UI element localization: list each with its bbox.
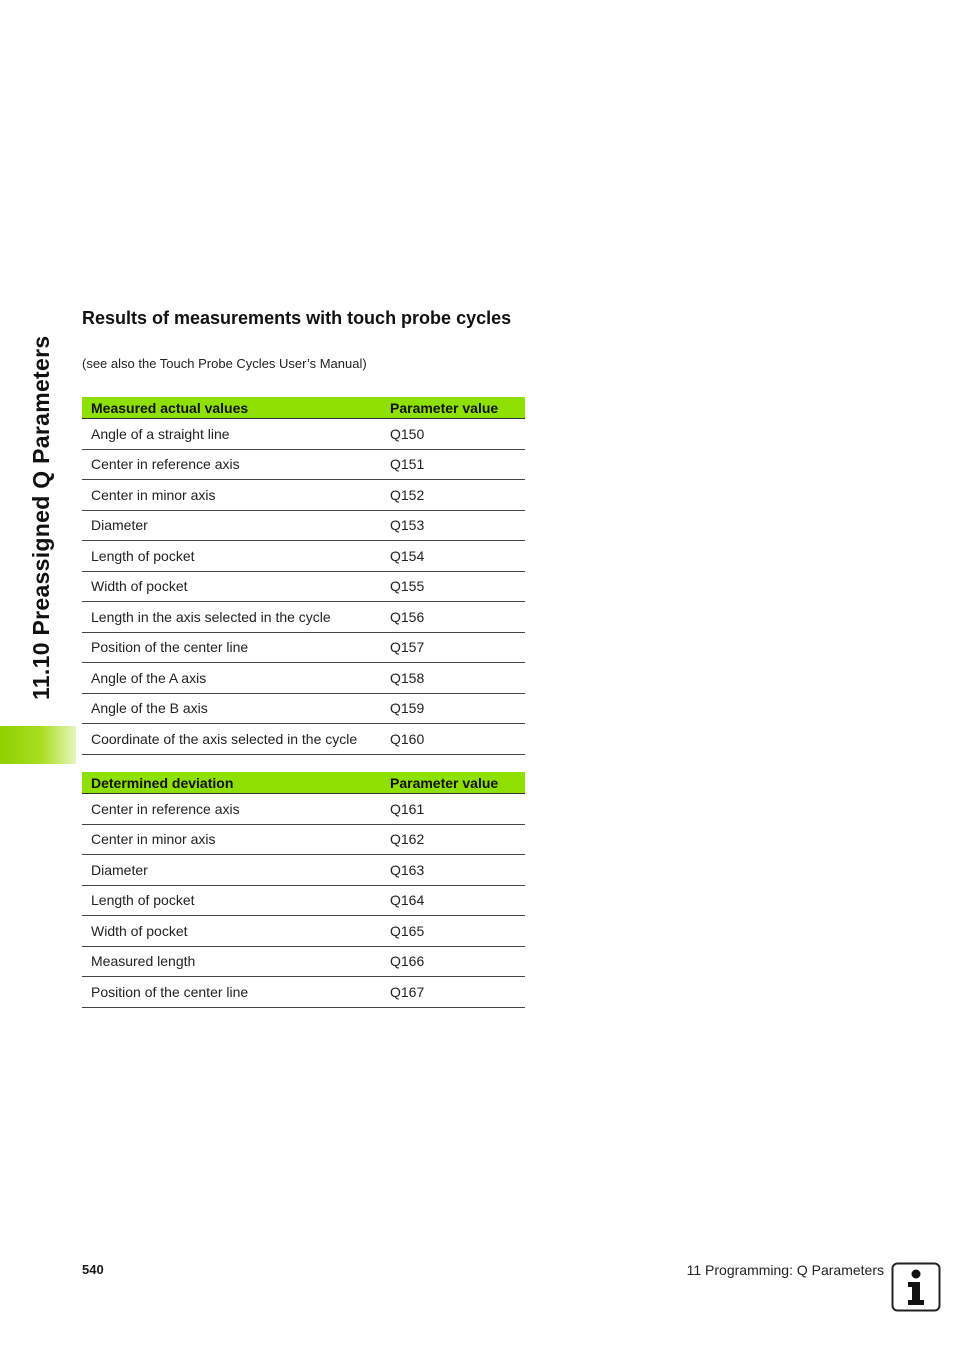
table-row bbox=[82, 480, 525, 511]
row-parameter: Q156 bbox=[381, 602, 525, 633]
row-description: Position of the center line bbox=[82, 977, 381, 1008]
table-row bbox=[82, 946, 525, 977]
table-header-row bbox=[82, 772, 525, 794]
row-description: Position of the center line bbox=[82, 632, 381, 663]
table-row bbox=[82, 541, 525, 572]
measured-values-table bbox=[82, 397, 525, 755]
row-description: Measured length bbox=[82, 946, 381, 977]
row-description: Length of pocket bbox=[82, 541, 381, 572]
row-parameter: Q153 bbox=[381, 510, 525, 541]
row-description: Diameter bbox=[82, 510, 381, 541]
row-parameter: Q152 bbox=[381, 480, 525, 511]
column-header-description: Determined deviation bbox=[82, 772, 381, 794]
table-row bbox=[82, 724, 525, 755]
deviation-table bbox=[82, 772, 525, 1008]
row-parameter: Q158 bbox=[381, 663, 525, 694]
table-row bbox=[82, 419, 525, 450]
row-description: Width of pocket bbox=[82, 916, 381, 947]
table-row bbox=[82, 449, 525, 480]
section-subheading: (see also the Touch Probe Cycles User’s Manual) bbox=[82, 356, 367, 371]
row-parameter: Q150 bbox=[381, 419, 525, 450]
section-heading: Results of measurements with touch probe cycles bbox=[82, 308, 512, 328]
row-description: Center in minor axis bbox=[82, 824, 381, 855]
row-description: Coordinate of the axis selected in the cycle bbox=[82, 724, 381, 755]
row-description: Length in the axis selected in the cycle bbox=[82, 602, 381, 633]
row-parameter: Q155 bbox=[381, 571, 525, 602]
table-row bbox=[82, 977, 525, 1008]
table-row bbox=[82, 602, 525, 633]
row-description: Angle of the A axis bbox=[82, 663, 381, 694]
row-description: Width of pocket bbox=[82, 571, 381, 602]
row-description: Angle of the B axis bbox=[82, 693, 381, 724]
row-parameter: Q164 bbox=[381, 885, 525, 916]
table-row bbox=[82, 693, 525, 724]
side-chapter-title bbox=[26, 310, 56, 700]
table-header-row bbox=[82, 397, 525, 419]
row-description: Center in reference axis bbox=[82, 794, 381, 825]
column-header-description: Measured actual values bbox=[82, 397, 381, 419]
table-row bbox=[82, 794, 525, 825]
row-parameter: Q167 bbox=[381, 977, 525, 1008]
row-parameter: Q161 bbox=[381, 794, 525, 825]
side-chapter-title-text: 11.10 Preassigned Q Parameters bbox=[28, 335, 54, 700]
table-row bbox=[82, 510, 525, 541]
page-number: 540 bbox=[82, 1262, 104, 1277]
row-parameter: Q157 bbox=[381, 632, 525, 663]
table-row bbox=[82, 571, 525, 602]
row-parameter: Q160 bbox=[381, 724, 525, 755]
row-description: Center in minor axis bbox=[82, 480, 381, 511]
row-parameter: Q166 bbox=[381, 946, 525, 977]
row-parameter: Q154 bbox=[381, 541, 525, 572]
chapter-tab-marker bbox=[0, 726, 76, 764]
table-row bbox=[82, 632, 525, 663]
table-row bbox=[82, 885, 525, 916]
table-row bbox=[82, 663, 525, 694]
row-description: Center in reference axis bbox=[82, 449, 381, 480]
row-description: Angle of a straight line bbox=[82, 419, 381, 450]
row-description: Diameter bbox=[82, 855, 381, 886]
row-parameter: Q162 bbox=[381, 824, 525, 855]
row-parameter: Q159 bbox=[381, 693, 525, 724]
row-parameter: Q165 bbox=[381, 916, 525, 947]
table-row bbox=[82, 824, 525, 855]
chapter-footer: 11 Programming: Q Parameters bbox=[686, 1262, 884, 1278]
column-header-parameter: Parameter value bbox=[381, 397, 525, 419]
column-header-parameter: Parameter value bbox=[381, 772, 525, 794]
row-description: Length of pocket bbox=[82, 885, 381, 916]
row-parameter: Q151 bbox=[381, 449, 525, 480]
table-row bbox=[82, 916, 525, 947]
table-row bbox=[82, 855, 525, 886]
info-icon bbox=[891, 1262, 941, 1312]
row-parameter: Q163 bbox=[381, 855, 525, 886]
